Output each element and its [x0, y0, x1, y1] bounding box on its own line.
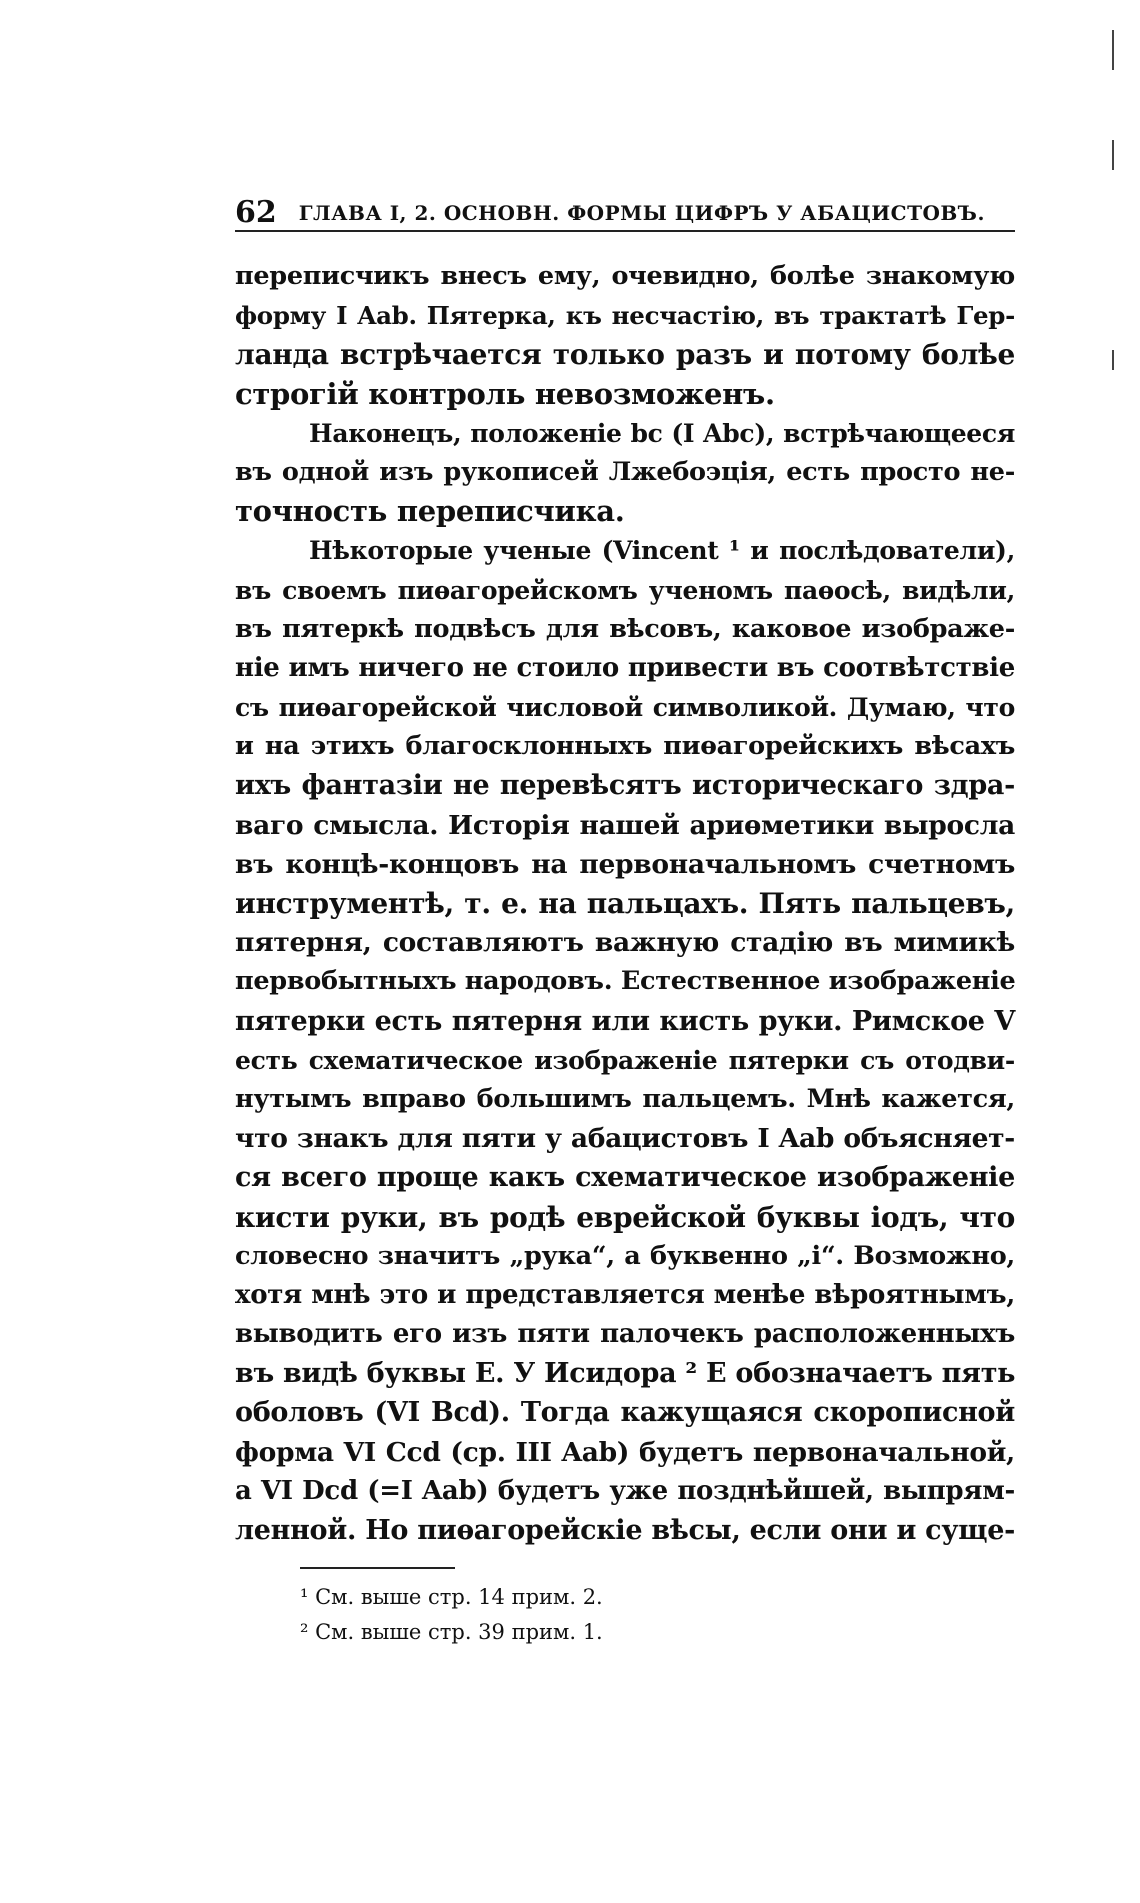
text-line: ланда встрѣчается только разъ и потому болѣе [235, 338, 1015, 372]
text-line: пятерки есть пятерня или кисть руки. Римское V [235, 1005, 1015, 1037]
page-number: 62 [235, 195, 277, 230]
text-line: ся всего проще какъ схематическое изображеніе [235, 1162, 1015, 1194]
text-line: словесно значитъ „рука“, а буквенно „і“. Возможно, [235, 1240, 1015, 1271]
footnote: ¹ См. выше стр. 14 прим. 2. [300, 1585, 603, 1609]
text-line: нутымъ вправо большимъ пальцемъ. Мнѣ кажется, [235, 1083, 1015, 1114]
text-line: выводить его изъ пяти палочекъ расположенныхъ [235, 1319, 1015, 1350]
running-head: ГЛАВА I, 2. ОСНОВН. ФОРМЫ ЦИФРЪ У АБАЦИСТОВЪ. [298, 201, 985, 225]
text-line: въ своемъ пиѳагорейскомъ ученомъ паѳосѣ, видѣли, [235, 575, 1015, 605]
text-line: строгій контроль невозможенъ. [235, 376, 775, 411]
scan-edge-mark [1112, 140, 1114, 170]
page-header [235, 190, 1015, 232]
text-line: а VI Dcd (=I Aab) будетъ уже позднѣйшей, выпрям- [235, 1475, 1015, 1506]
footnote-divider [300, 1567, 455, 1569]
text-line: ваго смысла. Исторія нашей ариѳметики выросла [235, 809, 1015, 841]
text-line: есть схематическое изображеніе пятерки съ отодви- [235, 1045, 1015, 1075]
text-line: хотя мнѣ это и представляется менѣе вѣроятнымъ, [235, 1279, 1015, 1310]
text-line: первобытныхъ народовъ. Естественное изображеніе [235, 966, 1016, 997]
text-line: съ пиѳагорейской числовой символикой. Думаю, что [235, 693, 1015, 723]
footnote: ² См. выше стр. 39 прим. 1. [300, 1620, 603, 1644]
text-line: переписчикъ внесъ ему, очевидно, болѣе знакомую [235, 261, 1015, 291]
text-line: пятерня, составляютъ важную стадію въ мимикѣ [235, 927, 1015, 959]
text-line: въ концѣ-концовъ на первоначальномъ счетномъ [235, 848, 1015, 880]
text-line: ленной. Но пиѳагорейскіе вѣсы, если они и суще- [235, 1515, 1015, 1546]
text-line: кисти руки, въ родѣ еврейской буквы іодъ, что [235, 1200, 1015, 1234]
body-text [235, 257, 1015, 1550]
footnotes [300, 1580, 900, 1650]
text-line: форму I Aab. Пятерка, къ несчастію, въ трактатѣ Гер- [235, 301, 1015, 331]
text-line: точность переписчика. [235, 494, 625, 529]
text-line: въ одной изъ рукописей Лжебоэція, есть просто не- [235, 456, 1015, 487]
scan-edge-mark [1112, 350, 1114, 370]
text-line: инструментѣ, т. е. на пальцахъ. Пять пальцевъ, [235, 887, 1015, 920]
scan-edge-mark [1112, 30, 1114, 70]
text-line: Нѣкоторые ученые (Vincent ¹ и послѣдователи), [309, 536, 1015, 566]
text-line: въ пятеркѣ подвѣсъ для вѣсовъ, каковое изображе- [235, 613, 1015, 644]
text-line: что знакъ для пяти у абацистовъ I Aab объясняет- [235, 1123, 1015, 1155]
text-line: Наконецъ, положеніе bc (I Abc), встрѣчающееся [309, 418, 1015, 448]
text-line: въ видѣ буквы Е. У Исидора ² Е обозначаетъ пять [235, 1358, 1016, 1390]
text-line: оболовъ (VI Bcd). Тогда кажущаяся скорописной [235, 1397, 1015, 1429]
text-line: и на этихъ благосклонныхъ пиѳагорейскихъ вѣсахъ [235, 731, 1015, 762]
text-line: ихъ фантазіи не перевѣсятъ историческаго здра- [235, 770, 1015, 802]
text-line: ніе имъ ничего не стоило привести въ соотвѣтствіе [235, 652, 1015, 683]
text-line: форма VI Ccd (ср. III Aab) будетъ первоначальной, [235, 1436, 1015, 1468]
